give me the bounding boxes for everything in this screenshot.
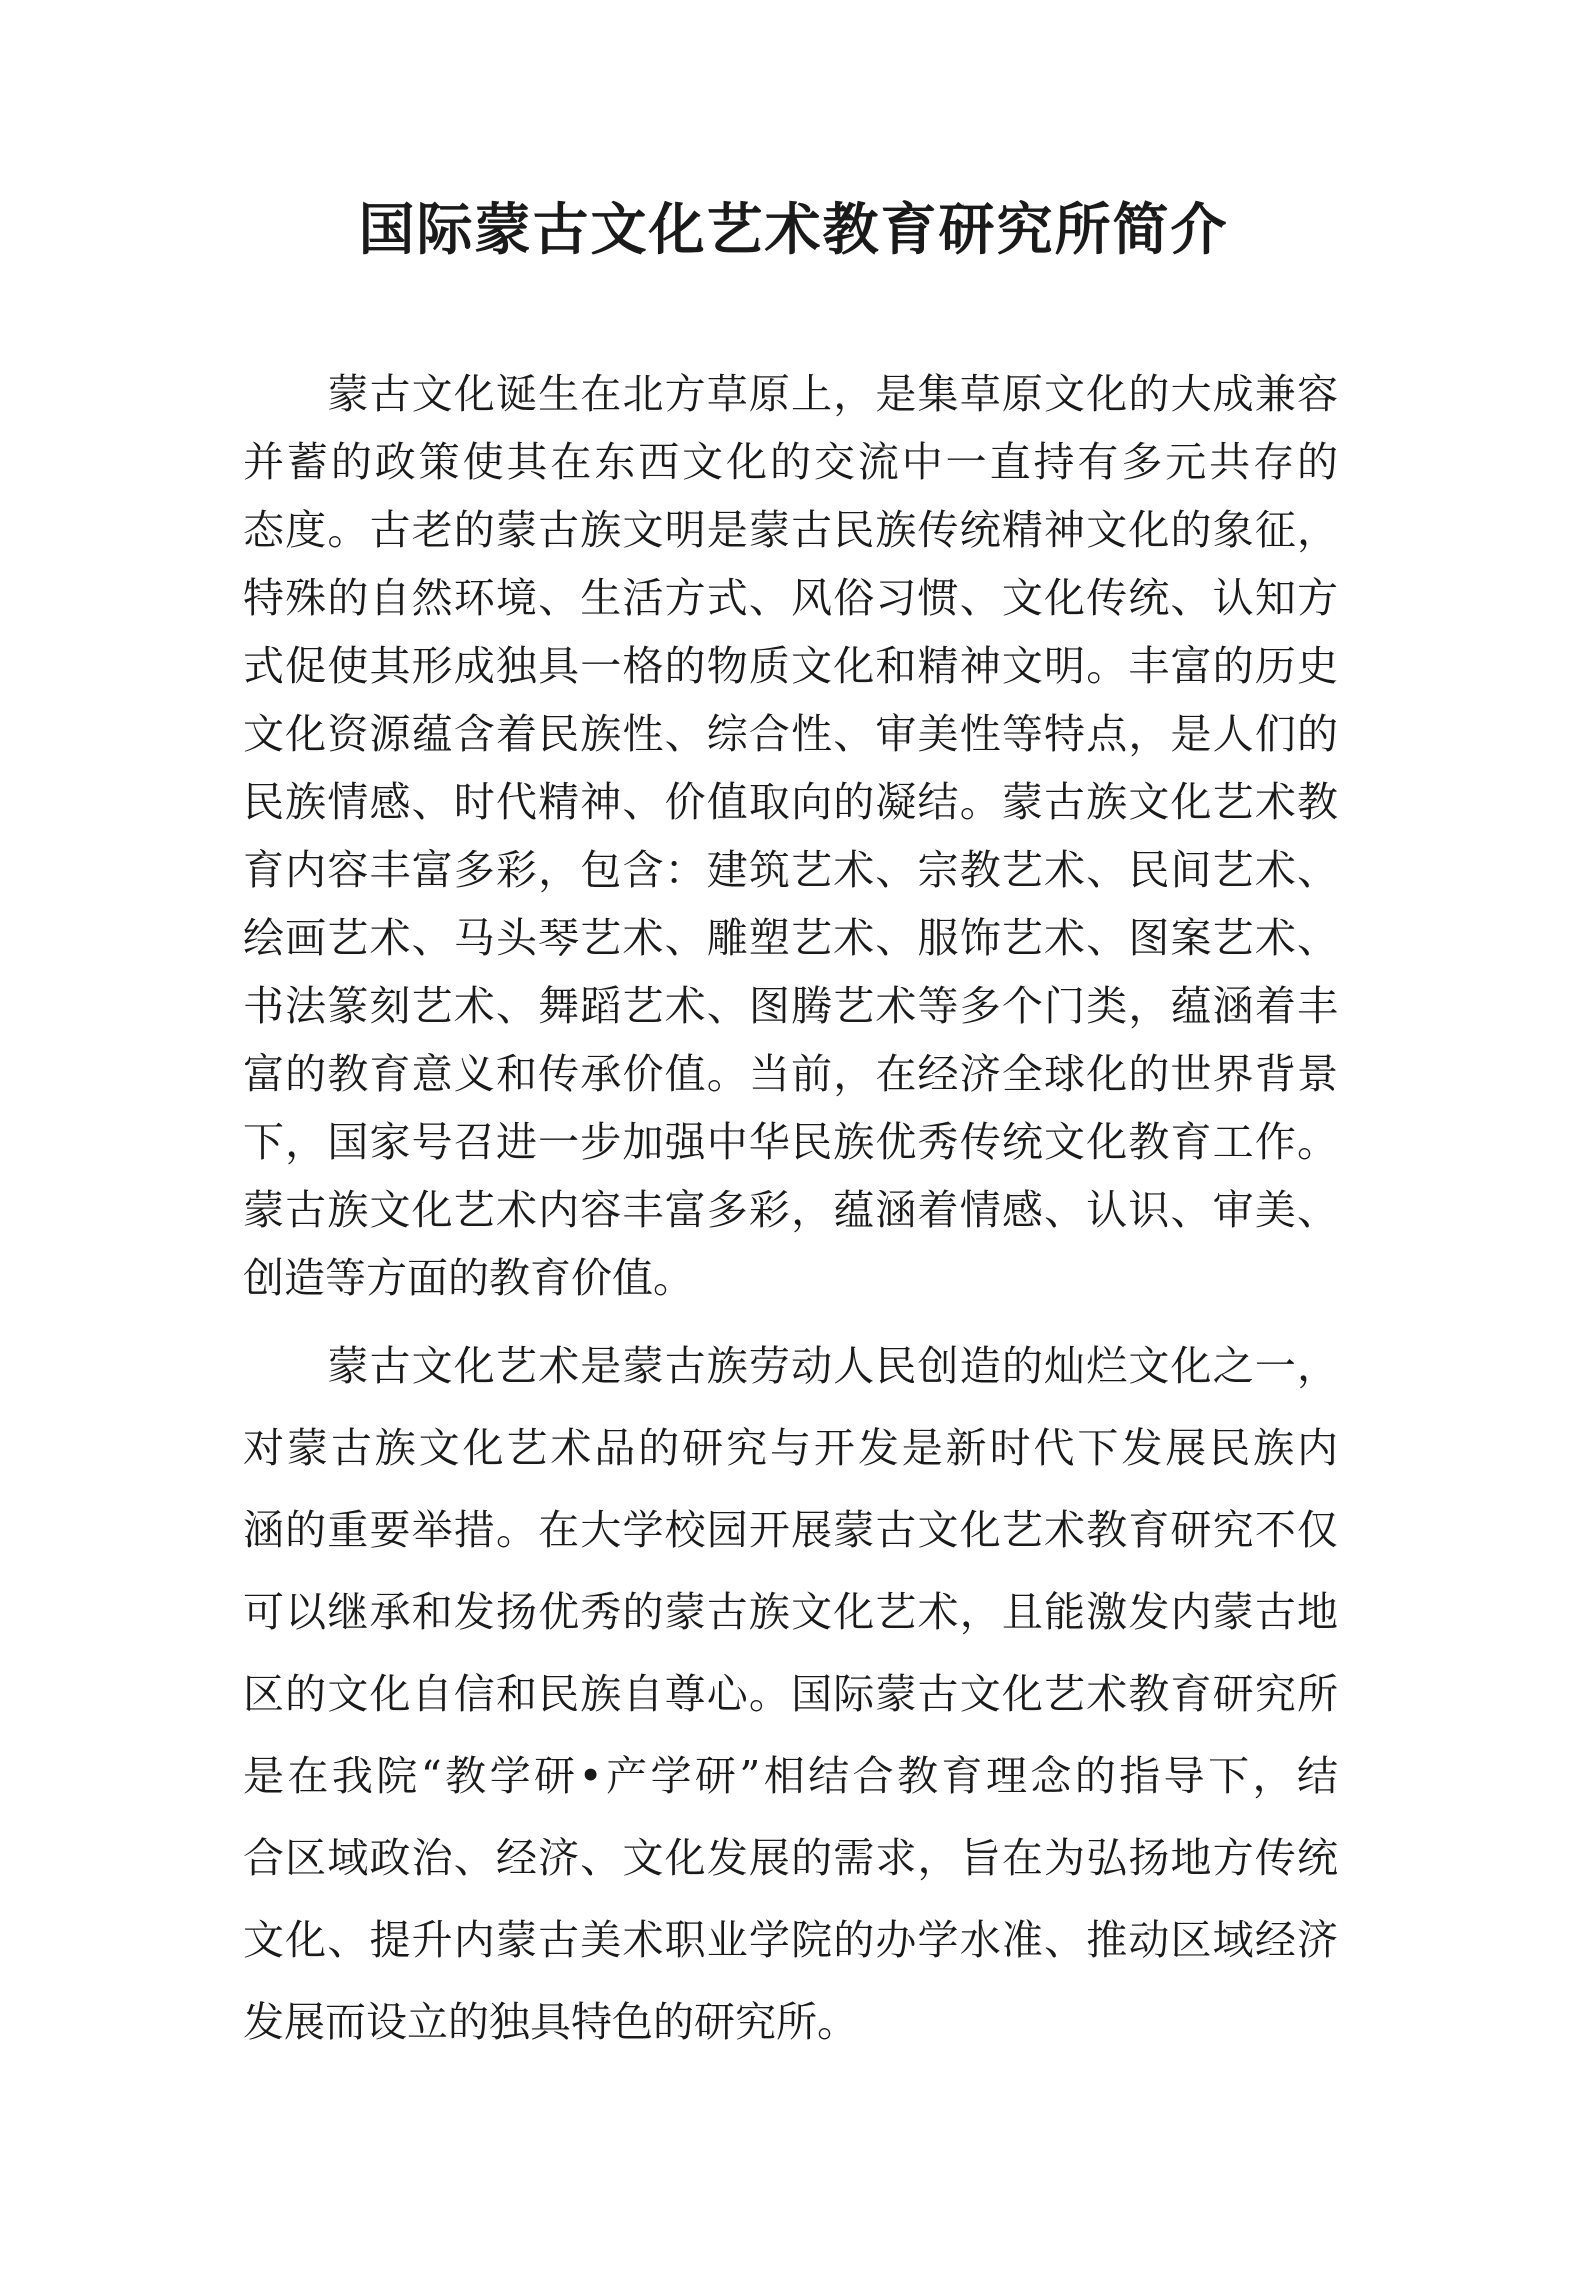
paragraph-1-line: 书法篆刻艺术、舞蹈艺术、图腾艺术等多个门类，蕴涵着丰 (243, 982, 1338, 1030)
paragraph-1-line: 民族情感、时代精神、价值取向的凝结。蒙古族文化艺术教 (243, 778, 1338, 826)
paragraph-2-line: 文化、提升内蒙古美术职业学院的办学水准、推动区域经济 (243, 1916, 1338, 1964)
paragraph-2-line: 涵的重要举措。在大学校园开展蒙古文化艺术教育研究不仅 (243, 1506, 1338, 1554)
paragraph-1-line: 下，国家号召进一步加强中华民族优秀传统文化教育工作。 (243, 1118, 1338, 1166)
paragraph-2-line: 区的文化自信和民族自尊心。国际蒙古文化艺术教育研究所 (243, 1670, 1338, 1718)
paragraph-2-line: 对蒙古族文化艺术品的研究与开发是新时代下发展民族内 (243, 1424, 1338, 1472)
document-title: 国际蒙古文化艺术教育研究所简介 (358, 197, 1229, 263)
paragraph-2-line: 合区域政治、经济、文化发展的需求，旨在为弘扬地方传统 (243, 1834, 1338, 1882)
paragraph-1-line: 态度。古老的蒙古族文明是蒙古民族传统精神文化的象征， (243, 506, 1338, 554)
paragraph-2-line: 蒙古文化艺术是蒙古族劳动人民创造的灿烂文化之一， (243, 1342, 1338, 1390)
paragraph-1-line: 文化资源蕴含着民族性、综合性、审美性等特点，是人们的 (243, 710, 1338, 758)
paragraph-1-line: 绘画艺术、马头琴艺术、雕塑艺术、服饰艺术、图案艺术、 (243, 914, 1338, 962)
paragraph-2-line: 发展而设立的独具特色的研究所。 (243, 1998, 858, 2046)
paragraph-1-line: 创造等方面的教育价值。 (243, 1254, 694, 1302)
paragraph-1-line: 蒙古族文化艺术内容丰富多彩，蕴涵着情感、认识、审美、 (243, 1186, 1338, 1234)
paragraph-1-line: 特殊的自然环境、生活方式、风俗习惯、文化传统、认知方 (243, 574, 1338, 622)
paragraph-2-line: 可以继承和发扬优秀的蒙古族文化艺术，且能激发内蒙古地 (243, 1588, 1338, 1636)
paragraph-1-line: 育内容丰富多彩，包含：建筑艺术、宗教艺术、民间艺术、 (243, 846, 1338, 894)
paragraph-1-line: 蒙古文化诞生在北方草原上，是集草原文化的大成兼容 (243, 370, 1338, 418)
paragraph-1-line: 富的教育意义和传承价值。当前，在经济全球化的世界背景 (243, 1050, 1338, 1098)
paragraph-2-line: 是在我院“教学研•产学研”相结合教育理念的指导下，结 (243, 1752, 1338, 1800)
paragraph-1-line: 式促使其形成独具一格的物质文化和精神文明。丰富的历史 (243, 642, 1338, 690)
paragraph-1-line: 并蓄的政策使其在东西文化的交流中一直持有多元共存的 (243, 438, 1338, 486)
